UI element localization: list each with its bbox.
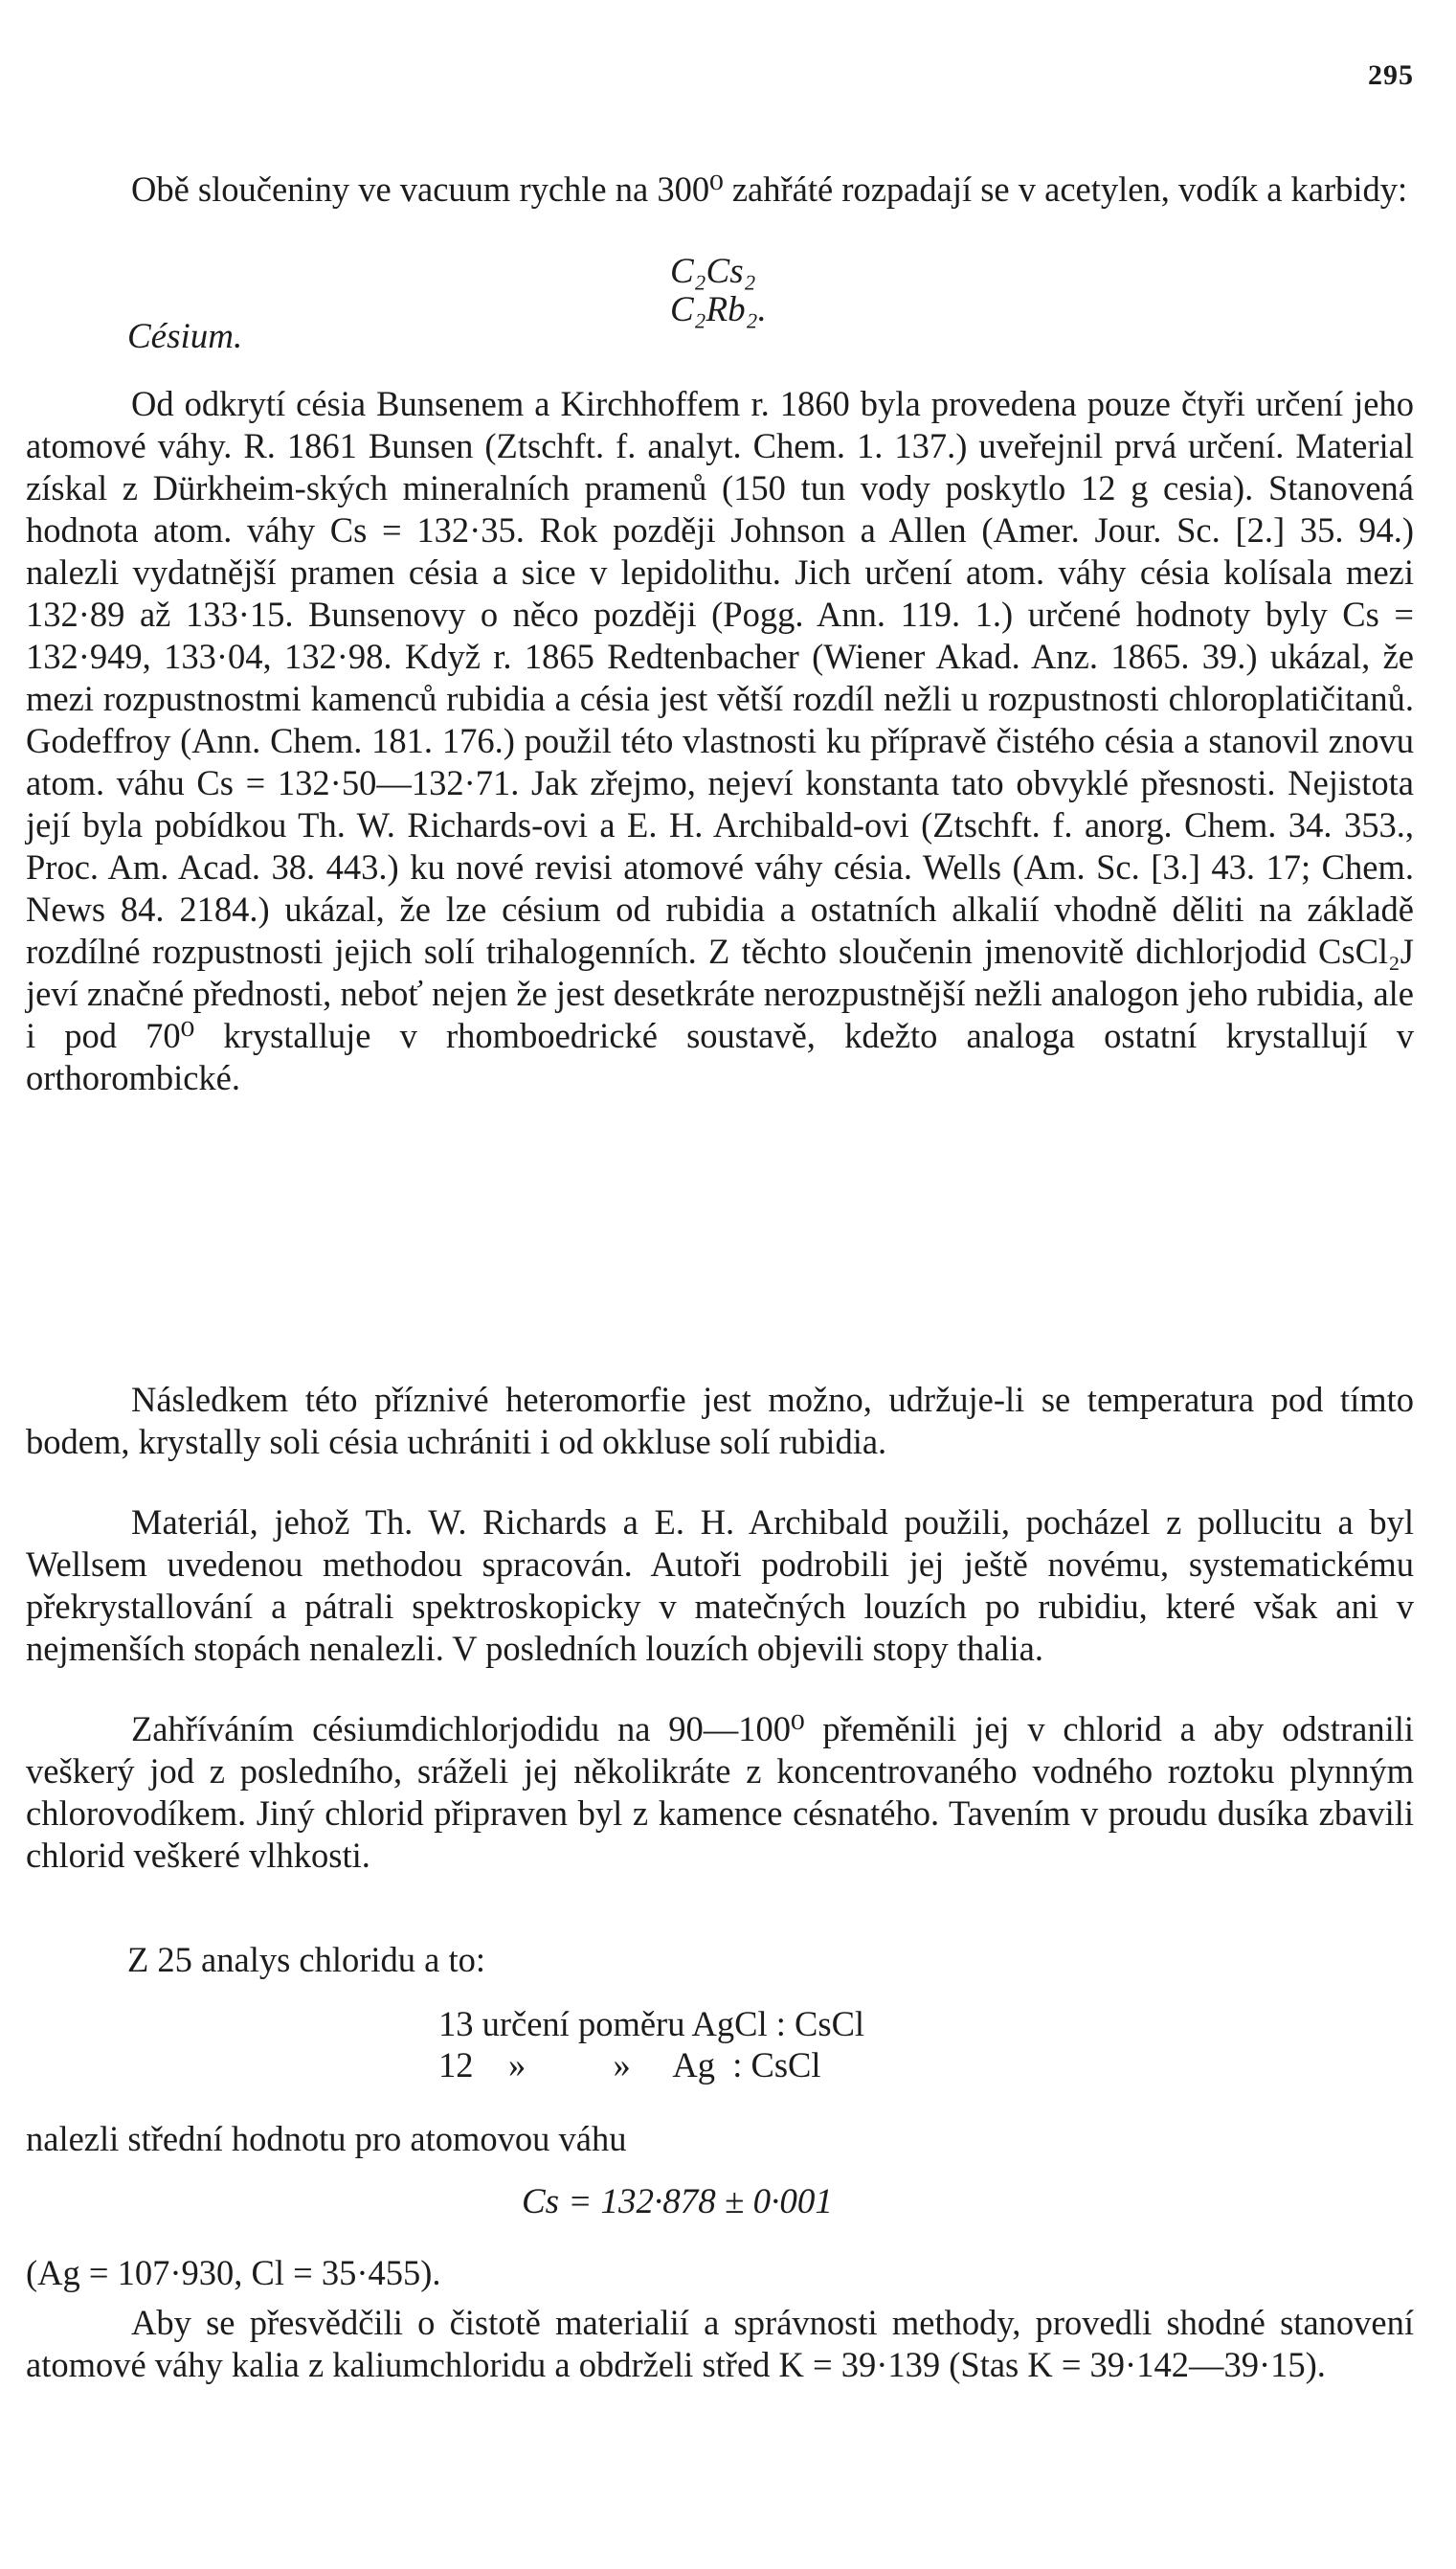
paragraph-intro: Obě sloučeniny ve vacuum rychle na 300⁰ zahřáté rozpadají se v acetylen, vodík a karbidy: (131, 169, 1408, 209)
paragraph-analyses: Z 25 analys chloridu a to: (127, 1940, 486, 1979)
formula-cesium-carbide: C₂Cs₂ (670, 252, 756, 291)
paragraph-history: Od odkrytí césia Bunsenem a Kirchhoffem r. 1860 byla provedena pouze čtyři určení jeho atomové váhy. R. 1861 Bunsen (Ztschft. f. analyt. Chem. 1. 137.) uveřejnil prvá určení. Material získal z Dürkheim-ských mineralních pramenů (150 tun vody poskytlo 12 g cesia). Stanovená hodnota atom. váhy Cs = 132·35. Rok později Johnson a Allen (Amer. Jour. Sc. [2.] 35. 94.) nalezli vydatnější pramen césia a sice v lepidolithu. Jich určení atom. váhy césia kolísala mezi 132·89 až 133·15. Bunsenovy o něco později (Pogg. Ann. 119. 1.) určené hodnoty byly Cs = 132·949, 133·04, 132·98. Když r. 1865 Redtenbacher (Wiener Akad. Anz. 1865. 39.) ukázal, že mezi rozpustnostmi kamenců rubidia a césia jest větší rozdíl nežli u rozpustnosti chloroplatičitanů. Godeffroy (Ann. Chem. 181. 176.) použil této vlastnosti ku přípravě čistého césia a stanovil znovu atom. váhu Cs = 132·50—132·71. Jak zřejmo, nejeví konstanta tato obvyklé přesnosti. Nejistota její byla pobídkou Th. W. Richards-ovi a E. H. Archibald-ovi (Ztschft. f. anorg. Chem. 34. 353., Proc. Am. Acad. 38. 443.) ku nové revisi atomové váhy césia. Wells (Am. Sc. [3.] 43. 17; Chem. News 84. 2184.) ukázal, že lze césium od rubidia a ostatních alkalií vhodně děliti na základě rozdílné rozpustnosti jejich solí trihalogenních. Z těchto sloučenin jmenovitě dichlorjodid CsCl₂J jeví značné přednosti, neboť nejen že jest desetkráte nerozpustnější nežli analogon jeho rubidia, ale i pod 70⁰ krystalluje v rhomboedrické soustavě, kdežto analoga ostatní krystallují v orthorombické. (26, 384, 1414, 1097)
section-heading: Césium. (127, 317, 243, 356)
reference-values: (Ag = 107·930, Cl = 35·455). (26, 2253, 441, 2292)
paragraph-material: Materiál, jehož Th. W. Richards a E. H. Archibald použili, pocházel z pollucitu a byl Wellsem uvedenou methodou spracován. Autoři podrobili jej ještě novému, systematickému překrystallování a pátrali spektroskopicky v matečných louzích po rubidiu, které však ani v nejmenších stopách nenalezli. V posledních louzích objevili stopy thalia. (26, 1502, 1414, 1668)
ratio-line-ag: 12 » » Ag : CsCl (438, 2045, 821, 2084)
paragraph-mean-value: nalezli střední hodnotu pro atomovou váhu (26, 2119, 627, 2158)
paragraph-heteromorphy: Následkem této příznivé heteromorfie jest možno, udržuje-li se temperatura pod tímto bodem, krystally soli césia uchrániti i od okkluse solí rubidia. (26, 1380, 1414, 1461)
page-number: 295 (1368, 59, 1414, 91)
atomic-weight-result: Cs = 132·878 ± 0·001 (522, 2182, 833, 2221)
ratio-line-agcl: 13 určení poměru AgCl : CsCl (438, 2004, 865, 2043)
paragraph-potassium-check: Aby se přesvědčili o čistotě materialií a správnosti methody, provedli shodné stanovení atomové váhy kalia z kaliumchloridu a obdrželi střed K = 39·139 (Stas K = 39·142—39·15). (26, 2303, 1414, 2384)
paragraph-heating: Zahříváním césiumdichlorjodidu na 90—100⁰ přeměnili jej v chlorid a aby odstranili veškerý jod z posledního, sráželi jej několikráte z koncentrovaného vodného roztoku plynným chlorovodíkem. Jiný chlorid připraven byl z kamence césnatého. Tavením v proudu dusíka zbavili chlorid veškeré vlhkosti. (26, 1709, 1414, 1875)
formula-rubidium-carbide: C₂Rb₂. (670, 290, 767, 329)
